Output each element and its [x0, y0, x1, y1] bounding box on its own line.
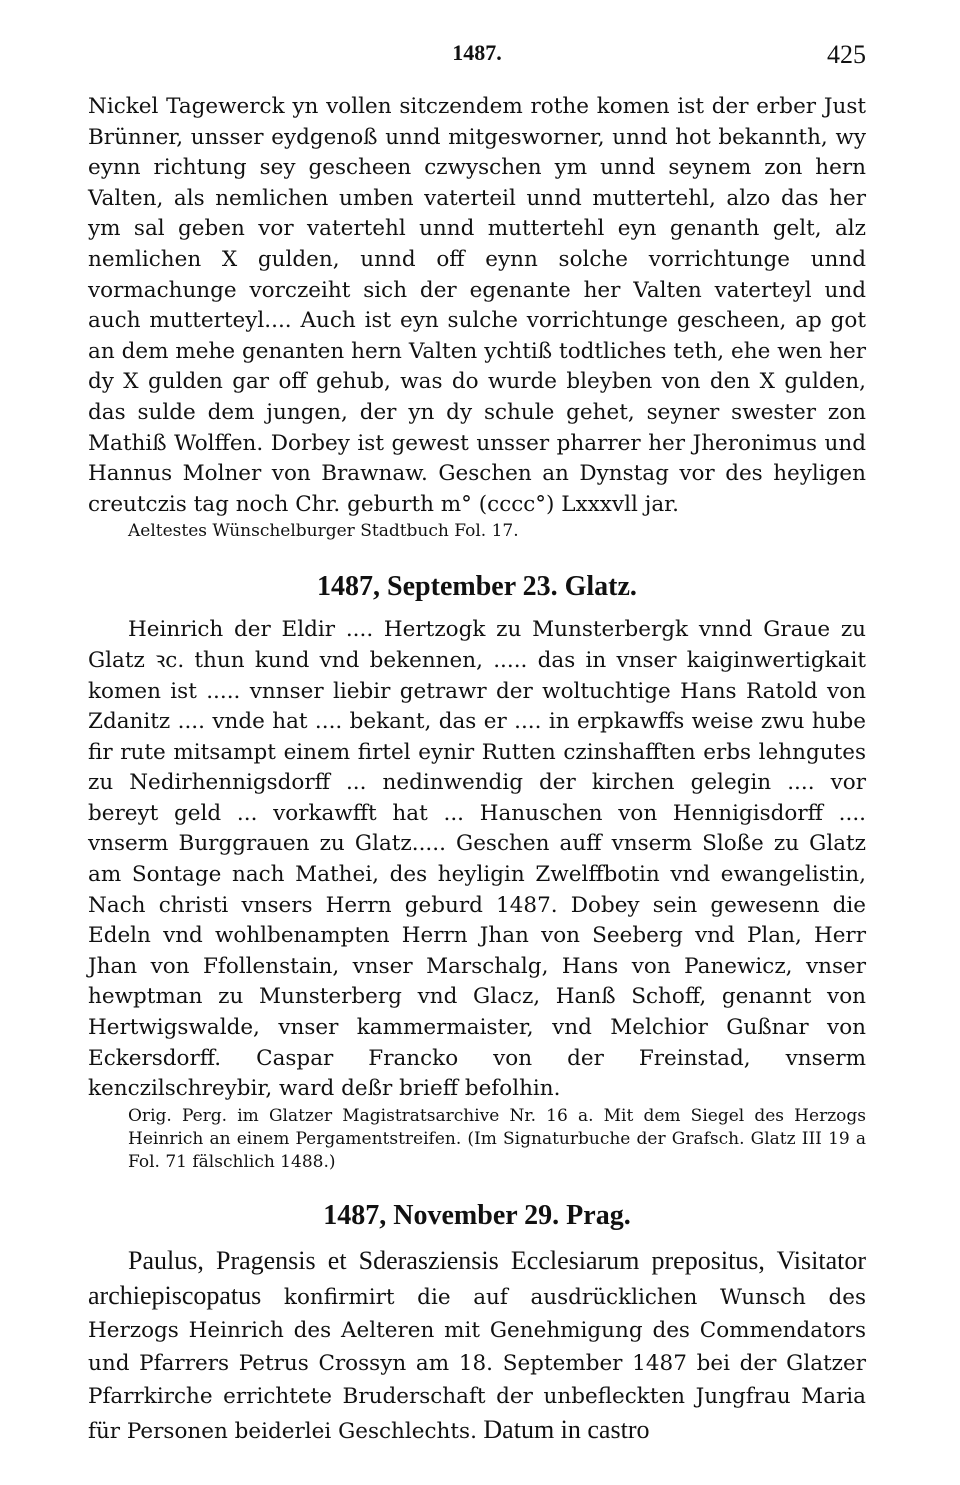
entry-2 — [88, 615, 866, 1174]
entry-3-heading: 1487, November 29. Prag. — [323, 1199, 631, 1231]
entry-2-heading: 1487, September 23. Glatz. — [317, 571, 637, 603]
entry-3-text — [88, 1244, 866, 1448]
entry-1-source: Aeltestes Wünschelburger Stadtbuch Fol. 17. — [128, 521, 519, 542]
entry-3-body: konfirmirt die auf ausdrücklichen Wunsch des Herzogs Heinrich des Aelteren mit Genehmigung des Commendators und Pfarrers Petrus Crossyn am 18. September 1487 bei der Glatzer Pfarrkirche errichtete Bruderschaft der unbefleckten Jungfrau Maria für Personen beiderlei Geschlechts. — [88, 1284, 866, 1444]
entry-2-text: Heinrich der Eldir .... Hertzogk zu Munsterbergk vnnd Graue zu Glatz ꝛc. thun kund vnd bekennen, ..... das in vnser kaiginwertigkait komen ist ..... vnnser liebir getrawr der woltuchtige Hans Ratold von Zdanitz .... vnde hat .... bekant, das er .... in erpkawffs weise zwu hube fir rute mitsampt einem firtel eynir Rutten czinshafften erbs lehngutes zu Nedirhennigsdorff ... nedinwendig der kirchen gelegin .... vor bereyt geld ... vorkawfft hat ... Hanuschen von Hennigisdorff .... vnserm Burggrauen zu Glatz..... Geschen auff vnserm Sloße zu Glatz am Sontage nach Mathei, des heyligin Zwelffbotin vnd ewangelistin, Nach christi vnsers Herrn geburd 1487. Dobey sein gewesenn die Edeln vnd wohlbenampten Herrn Jhan von Seeberg vnd Plan, Herr Jhan von Ffollenstain, vnser Marschalg, Hans von Panewicz, vnser hewptman zu Munsterberg vnd Glacz, Hanß Schoff, genannt von Hertwigswalde, vnser kammermaister, vnd Melchior Gußnar von Eckersdorff. Caspar Francko von der Freinstad, vnserm kenczilschreybir, ward deßr brieff befolhin. — [88, 617, 866, 1102]
entry-1-text: Nickel Tagewerck yn vollen sitczendem rothe komen ist der erber Just Brünner, unsser eydgenoß unnd mitgesworner, unnd hot bekannth, wy eynn richtung sey gescheen czwyschen ym unnd seynem zon hern Valten, als nemlichen umben vaterteil unnd muttertehl, alzo das her ym sal geben vor vatertehl unnd muttertehl eyn genanth gelt, alz nemlichen X gulden, unnd off eynn solche vorrichtunge unnd vormachunge vorczeiht sich der egenante her Valten vaterteyl und auch mutterteyl.... Auch ist eyn sulche vorrichtunge gescheen, ap got an dem mehe genanten hern Valten ychtiß todtliches teth, ehe wen her dy X gulden gar off gehub, was do wurde bleyben von den X gulden, das sulde dem jungen, der yn dy schule gehet, seyner swester zon Mathiß Wolffen. Dorbey ist gewest unsser pharrer her Jheronimus und Hannus Molner von Brawnaw. Geschen an Dynstag vor des heyligen creutczis tag noch Chr. geburth m° (cccc°) Lxxxvll jar. — [88, 94, 866, 517]
page — [88, 30, 866, 1448]
running-head — [88, 30, 866, 70]
running-head-year: 1487. — [452, 40, 502, 65]
page-number: 425 — [827, 40, 866, 69]
entry-3 — [88, 1244, 866, 1448]
entry-2-source: Orig. Perg. im Glatzer Magistratsarchive Nr. 16 a. Mit dem Siegel des Herzogs Heinrich an einem Pergamentstreifen. (Im Signaturbuche der Grafsch. Glatz III 19 a Fol. 71 fälschlich 1488.) — [128, 1105, 866, 1172]
entry-3-latin-opening: Paulus, Pragensis et Sderasziensis Ecclesiarum prepositus, Visitator archiepiscopatus — [88, 1245, 866, 1310]
entry-3-latin-closing: Datum in castro — [476, 1414, 650, 1444]
entry-1 — [88, 92, 866, 543]
